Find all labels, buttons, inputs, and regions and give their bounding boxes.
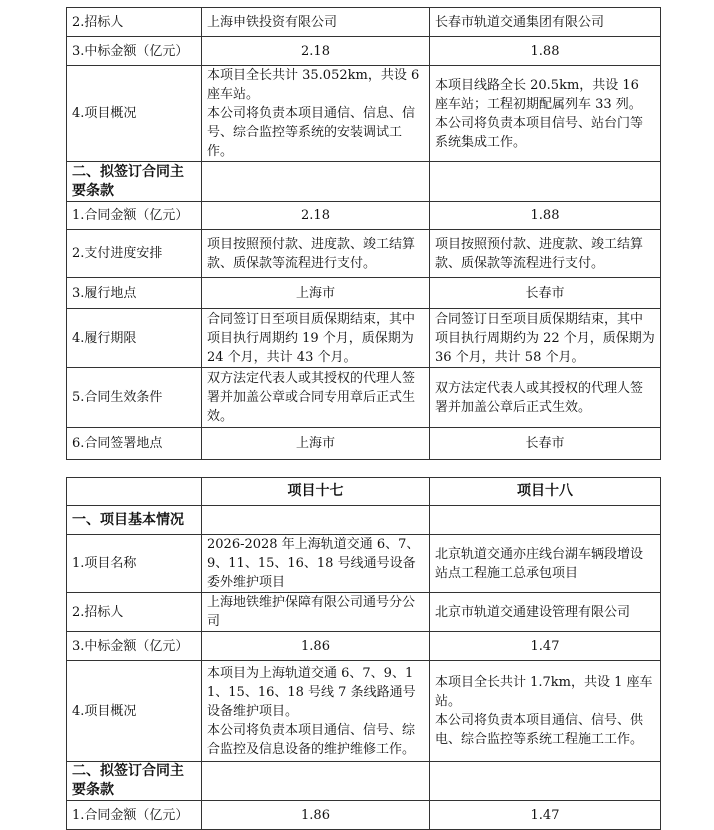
row-label: 1.合同金额（亿元） (67, 202, 202, 230)
right-project-cell: 本项目线路全长 20.5km，共设 16 座车站；工程初期配属列车 33 列。 本公司将负责本项目信号、站台门等系统集成工作。 (430, 66, 661, 162)
table-row (67, 230, 661, 278)
row-label: 1.合同金额（亿元） (67, 801, 202, 830)
table-row (67, 535, 661, 593)
row-label: 2.招标人 (67, 8, 202, 37)
right-project-cell: 长春市轨道交通集团有限公司 (430, 8, 661, 37)
table-row (67, 368, 661, 428)
table-row (67, 506, 661, 535)
left-project-cell: 上海地铁维护保障有限公司通号分公司 (202, 593, 430, 632)
left-project-cell (202, 506, 430, 535)
left-project-cell: 2026-2028 年上海轨道交通 6、7、9、11、15、16、18 号线通号设备委外维护项目 (202, 535, 430, 593)
right-project-cell: 长春市 (430, 278, 661, 309)
left-project-cell: 双方法定代表人或其授权的代理人签署并加盖公章或合同专用章后正式生效。 (202, 368, 430, 428)
table-row (67, 8, 661, 37)
table-row (67, 632, 661, 661)
row-label: 3.中标金额（亿元） (67, 37, 202, 66)
right-project-cell: 北京轨道交通亦庄线台湖车辆段增设站点工程施工总承包项目 (430, 535, 661, 593)
header-project-17: 项目十七 (202, 478, 430, 506)
right-project-cell: 项目按照预付款、进度款、竣工结算款、质保款等流程进行支付。 (430, 230, 661, 278)
left-project-cell: 本项目全长共计 35.052km，共设 6 座车站。 本公司将负责本项目通信、信息、信号、综合监控等系统的安装调试工作。 (202, 66, 430, 162)
left-project-cell: 1.86 (202, 801, 430, 830)
table-row (67, 593, 661, 632)
table-row (67, 762, 661, 801)
right-project-cell: 1.47 (430, 632, 661, 661)
row-label: 二、拟签订合同主要条款 (67, 762, 202, 801)
row-label: 5.合同生效条件 (67, 368, 202, 428)
row-label: 1.项目名称 (67, 535, 202, 593)
left-project-cell: 上海市 (202, 428, 430, 460)
left-project-cell: 2.18 (202, 202, 430, 230)
left-project-cell: 上海市 (202, 278, 430, 309)
right-project-cell: 合同签订日至项目质保期结束，其中项目执行周期约为 22 个月，质保期为 36 个月，共计 58 个月。 (430, 309, 661, 368)
right-project-cell (430, 506, 661, 535)
right-project-cell: 1.88 (430, 202, 661, 230)
table-header-row (67, 478, 661, 506)
row-label: 3.中标金额（亿元） (67, 632, 202, 661)
left-project-cell: 项目按照预付款、进度款、竣工结算款、质保款等流程进行支付。 (202, 230, 430, 278)
right-project-cell: 1.88 (430, 37, 661, 66)
header-project-18: 项目十八 (430, 478, 661, 506)
row-label: 6.合同签署地点 (67, 428, 202, 460)
table-row (67, 66, 661, 162)
row-label: 4.项目概况 (67, 66, 202, 162)
table-row (67, 309, 661, 368)
table-row (67, 278, 661, 309)
right-project-cell: 1.47 (430, 801, 661, 830)
row-label: 2.招标人 (67, 593, 202, 632)
right-project-cell: 本项目全长共计 1.7km，共设 1 座车站。 本公司将负责本项目通信、信号、供电、综合监控等系统工程施工工作。 (430, 661, 661, 762)
table-row (67, 37, 661, 66)
row-label: 2.支付进度安排 (67, 230, 202, 278)
left-project-cell (202, 762, 430, 801)
table-row (67, 661, 661, 762)
right-project-cell: 北京市轨道交通建设管理有限公司 (430, 593, 661, 632)
row-label: 4.项目概况 (67, 661, 202, 762)
table-row (67, 428, 661, 460)
row-label: 二、拟签订合同主要条款 (67, 162, 202, 202)
table-row (67, 801, 661, 830)
table-row (67, 202, 661, 230)
left-project-cell (202, 162, 430, 202)
right-project-cell (430, 162, 661, 202)
contract-table-1 (66, 7, 661, 460)
row-label: 4.履行期限 (67, 309, 202, 368)
right-project-cell: 长春市 (430, 428, 661, 460)
header-empty-cell (67, 478, 202, 506)
left-project-cell: 合同签订日至项目质保期结束，其中项目执行周期约 19 个月，质保期为 24 个月，共计 43 个月。 (202, 309, 430, 368)
right-project-cell: 双方法定代表人或其授权的代理人签署并加盖公章后正式生效。 (430, 368, 661, 428)
left-project-cell: 2.18 (202, 37, 430, 66)
left-project-cell: 上海申铁投资有限公司 (202, 8, 430, 37)
left-project-cell: 1.86 (202, 632, 430, 661)
row-label: 3.履行地点 (67, 278, 202, 309)
table-row (67, 162, 661, 202)
left-project-cell: 本项目为上海轨道交通 6、7、9、11、15、16、18 号线 7 条线路通号设备维护项目。 本公司将负责本项目通信、信号、综合监控及信息设备的维护维修工作。 (202, 661, 430, 762)
contract-table-2 (66, 477, 661, 830)
right-project-cell (430, 762, 661, 801)
row-label: 一、项目基本情况 (67, 506, 202, 535)
